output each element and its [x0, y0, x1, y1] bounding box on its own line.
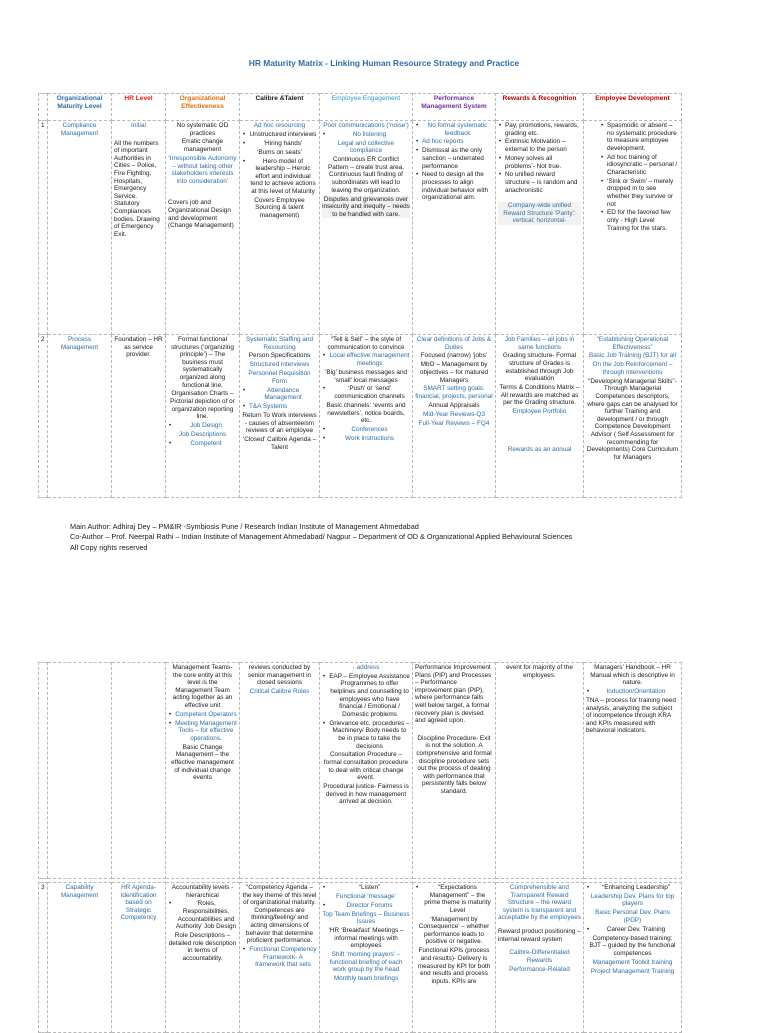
list-item: Role Descriptions – detailed role description in terms of accountability.	[168, 932, 237, 962]
list-item: • ‘Hiring hands’	[242, 140, 317, 148]
list-item: Grading structure- Formal structure of Grades is established through Job evaluation	[502, 352, 577, 383]
row-number: 3	[39, 883, 48, 1033]
list-item: MbO – Management by objectives – for matured Managers	[419, 361, 489, 384]
list-item: • Pay, promotions, rewards, grading etc.	[498, 122, 581, 137]
col-header-hr-level: HR Level	[112, 94, 166, 121]
list-item: • Extrinsic Motivation – external to the person	[498, 138, 581, 153]
list-item: • Director Forums	[322, 902, 410, 910]
col-header-number	[39, 94, 48, 121]
list-item: Return To Work interviews - causes of absenteeism reviews of an employee	[242, 412, 317, 435]
list-item: Focused (narrow) ‘jobs’	[420, 352, 488, 360]
list-item: Disputes and grievances over insecurity and inequity – needs to be handled with care.	[322, 195, 410, 218]
list-item: • ‘Roles, Responsibilities, Accountabilities and Authority’ Job Design	[168, 900, 237, 930]
list-item: • Job Design	[168, 422, 237, 430]
list-item: Performance-Related	[509, 965, 570, 973]
org-effectiveness-cell	[166, 335, 240, 498]
list-item: Shift ‘morning prayers’ – functional briefing of each work group by the head	[329, 951, 403, 974]
row-number: 2	[39, 335, 48, 498]
list-item: Organisation Charts – Pictorial depiction of or organization reporting line.	[170, 390, 235, 421]
list-item: “Developing Managerial Skills”- Through Managerial Competences descriptors, where gaps can be analysed for further Training and development / or through Competence Development Advisor ( Self Assessment for recommending for Developments) Core Curriculum for Managers	[586, 377, 679, 461]
list-item: TNA – process for training need analysis, analyzing the subject of incompetence through KRA and KPIs measured with behavioral indicators.	[586, 696, 676, 735]
list-item: Systematic Staffing and Resourcing	[245, 336, 314, 351]
list-item: Leadership Dev. Plans for top players	[590, 892, 675, 908]
org-effectiveness-cell	[166, 663, 240, 879]
list-item: • ‘Sink or Swim’ – merely dropped in to see whether they survive or not	[600, 178, 679, 208]
list-item: • No unified reward structure – is random and anachronistic	[498, 171, 581, 194]
list-item: On the Job Reinforcement – through interventions	[592, 361, 673, 376]
performance-management-cell	[413, 335, 496, 498]
employee-engagement-cell	[320, 335, 413, 498]
list-item: • ‘Push’ or ‘send’ communication channels	[322, 385, 410, 400]
employee-development-cell	[584, 663, 682, 879]
list-item: Accountability levels - hierarchical	[171, 884, 234, 899]
list-item: Personnel Requisition Form	[248, 370, 311, 385]
list-item: Management Teams- the core entity at this level is the Management Team acting together as an effective unit	[172, 664, 233, 709]
list-item: ‘Bums on seats’	[256, 148, 303, 156]
col-header-rewards: Rewards & Recognition	[496, 94, 584, 121]
performance-management-cell	[413, 121, 496, 335]
hr-level-description: All the numbers of important Authorities in Cities – Police, Fire Fighting, Hospitals, Emergency Service. Statutory Compliances bodies. Drawing of Emergency Exit.	[114, 139, 160, 238]
rewards-cell	[496, 883, 584, 1033]
col-header-employee-engagement: Employee Engagement	[320, 94, 413, 121]
capability-table	[38, 882, 682, 1033]
list-item: Discipline Procedure- Exit is not the solution. A comprehensive and formal discipline procedure sets out the process of dealing with performance that persistently falls below standard.	[416, 734, 492, 795]
rewards-cell	[496, 663, 584, 879]
list-item: • “Expectations Management” – the prime theme is maturity Level	[415, 884, 493, 914]
rewards-cell	[496, 335, 584, 498]
employee-engagement-cell	[320, 121, 413, 335]
list-item: Job Descriptions	[178, 431, 227, 439]
list-item: Terms & Conditions Matrix – All rewards are matched as per the Grading structure.	[499, 384, 580, 407]
rewards-cell	[496, 121, 584, 335]
list-item: Calibre-Differentiated Rewards	[509, 949, 570, 964]
list-item: Basic Change Management – the effective management of individual change events	[171, 743, 234, 782]
employee-engagement-cell	[320, 663, 413, 879]
employee-development-cell	[584, 883, 682, 1033]
list-item: “Tell & Sell” – the style of communication to convince	[327, 336, 405, 351]
list-item: • No formal systematic feedback	[415, 122, 493, 137]
list-item: Covers job and Organizational Design and development (Change Management)	[168, 199, 234, 230]
list-item: ‘Management by Consequence’ – whether performance leads to positive or negative.	[418, 915, 490, 946]
maturity-level-cell: Compliance Management	[48, 121, 112, 335]
list-item: Management Toolkit training	[592, 958, 673, 966]
list-item: ‘Irresponsible Autonomy – without taking other stakeholders interests into consideration’	[168, 154, 237, 185]
hr-level-name: Initial	[131, 122, 146, 129]
list-item: • Need to design all the processes to align individual behavior with organizational aim.	[415, 171, 493, 201]
employee-development-cell	[584, 121, 682, 335]
list-item: Legal and collective compliance	[337, 139, 395, 155]
list-item: Covers Employee Sourcing & talent management)	[254, 196, 305, 220]
list-item: • Hero model of leadership – Heroic effort and individual tend to achieve actions at this level of Maturity	[242, 158, 317, 196]
maturity-level-cell: Capability Management	[48, 883, 112, 1033]
list-item: • ED for the favored few only - High Level Training for the stars.	[600, 209, 679, 232]
list-item: SMART setting goals: financial, projects, personal	[415, 385, 493, 401]
table-row-capability	[39, 883, 682, 1033]
list-item: “Competency Agenda – the key theme of this level of organizational maturity. Competences are thinking/feeling/ and acting dimensions of behavior that determine proficient performance.	[242, 884, 317, 945]
list-item: Performance Improvement Plans (PIP) and Processes – Performance improvement plan (PIP), where performance falls well below target, a formal recovery plan is devised and agreed upon.	[415, 664, 492, 725]
main-author-line: Main Author: Adhiraj Dey – PM&IR -Symbiosis Pune / Research Indian Institute of Management Ahmedabad	[70, 522, 419, 531]
list-item: ‘Closed’ Calibre Agenda – Talent	[242, 436, 317, 451]
list-item: • “Listen”	[322, 884, 410, 892]
continuation-table	[38, 662, 682, 879]
list-item: Erratic change management	[181, 138, 224, 154]
list-item: Mid-Year Reviews-Q3	[423, 410, 485, 418]
list-item: Full-Year Reviews – FQ4	[418, 419, 490, 427]
list-item: Person Specifications	[248, 352, 311, 360]
org-effectiveness-cell	[166, 883, 240, 1033]
list-item: • Ad hoc training of idiosyncratic – personal / Characteristic	[600, 154, 679, 177]
list-item: No systematic OD practices	[176, 122, 229, 137]
list-item: • Meeting Management Tools – for effective operations.	[168, 720, 237, 743]
list-item: Reward product positioning – internal reward system	[498, 927, 581, 943]
list-item: event for majority of the employees.	[506, 664, 573, 679]
col-header-org-effectiveness: Organizational Effectiveness	[166, 94, 240, 121]
col-header-maturity-level: Organizational Maturity Level	[48, 94, 112, 121]
list-item: Managers’ Handbook – HR Manual which is descriptive in nature.	[590, 664, 675, 687]
list-item: Functional ‘message’	[335, 892, 397, 900]
document-title: HR Maturity Matrix - Linking Human Resource Strategy and Practice	[248, 58, 520, 68]
table-row-process	[39, 335, 682, 498]
list-item: ‘HR ‘Breakfast’ Meetings – informal meetings with employees	[328, 927, 404, 950]
header-row	[39, 94, 682, 121]
list-item: Structured interviews	[249, 361, 310, 369]
employee-engagement-cell	[320, 883, 413, 1033]
list-item: ‘Big’ business messages and ‘small’ local messages	[324, 368, 408, 384]
row-number-empty	[39, 663, 48, 879]
list-item: Formal functional structures (‘organizing principle’) – The business must systematically organized along functional line.	[171, 336, 234, 389]
list-item: • EAP – Employee Assistance Programmes to offer helplines and counselling to employees who have financial / Emotional / Domestic problems	[322, 673, 410, 719]
maturity-level-cell-empty	[48, 663, 112, 879]
performance-management-cell	[413, 663, 496, 879]
list-item: Clear definitions of Jobs & Duties	[416, 336, 492, 351]
list-item: • Induction/Orientation	[586, 688, 679, 696]
hr-level-cell: HR Agenda- Identification based on Strategic Competency	[112, 883, 166, 1033]
employee-development-cell	[584, 335, 682, 498]
calibre-talent-cell	[240, 883, 320, 1033]
hr-level-cell	[112, 121, 166, 335]
list-item: Annual Appraisals	[428, 401, 480, 409]
list-item: • Work instructions	[322, 435, 410, 443]
list-item: Functional KPIs (process and results)- Delivery is measured by KPI for both end results and process inputs. KPIs are	[417, 947, 491, 985]
list-item: Basic channels: ‘events and newsletters’, notice boards, etc.	[326, 401, 406, 425]
table-row-process-continued	[39, 663, 682, 879]
list-item: Comprehensible and Transparent Reward Structure – the reward system is transparent and acceptable by the employees	[498, 884, 581, 922]
list-item: Rewards as an annual	[507, 445, 572, 453]
list-item: Basic Personal Dev. Plans (PDP)	[595, 909, 670, 924]
list-item: - address	[352, 664, 380, 671]
list-item: Poor communications (‘noise’)	[323, 122, 409, 129]
list-item: • Competent Operators	[168, 711, 237, 719]
list-item: Basic Job Training (BJT) for all	[588, 352, 676, 360]
list-item: • Grievance etc. procedures – Machinery/ Body needs to be in place to take the decisions	[322, 720, 410, 750]
list-item: Job Families – all jobs in same functions	[504, 336, 575, 351]
copyright-line: All Copy rights reserved	[70, 542, 148, 552]
list-item: “Establishing Operational Effectiveness”	[596, 336, 669, 351]
list-item: • T&A Systems	[242, 403, 317, 411]
maturity-matrix-table	[38, 93, 682, 498]
list-item: • Functional Competency Framework- A framework that sets	[242, 946, 317, 969]
table-row-compliance	[39, 121, 682, 335]
co-author-line: Co-Author – Prof. Neerpal Rathi – Indian Institute of Management Ahmedabad/ Nagpur – Department of OD & Organizational Applied Behavioural Sciences	[70, 532, 573, 542]
list-item: Monthly team briefings	[333, 975, 399, 983]
list-item: • Ad hoc reports	[415, 138, 493, 146]
list-item: Employee Portfolio	[512, 408, 567, 416]
calibre-talent-cell	[240, 663, 320, 879]
author-credits	[70, 522, 572, 553]
list-item: • “Enhancing Leadership”	[586, 884, 679, 892]
list-item: • Competent	[168, 440, 237, 448]
calibre-talent-cell	[240, 335, 320, 498]
list-item: Company-wide unified Reward Structure ‘Parity’: vertical; horizontal-	[498, 202, 581, 225]
list-item: • Spasmodic or absent – no systematic procedure to measure employee development.	[600, 122, 679, 152]
maturity-level-cell: Process Management	[48, 335, 112, 498]
hr-level-cell: Foundation – HR as service provider.	[112, 335, 166, 498]
list-item: Project Management Training	[590, 967, 675, 975]
list-item: Critical Calibre Roles	[249, 688, 310, 696]
list-item: • Local effective management meetings	[322, 352, 410, 367]
list-item: • No listening	[322, 131, 410, 139]
col-header-calibre-talent: Calibre &Talent	[240, 94, 320, 121]
list-item: • Attendance Management	[242, 387, 317, 402]
list-item: • Money solves all problems’- Not true.	[498, 155, 581, 170]
list-item: • Dismissal as the only sanction – underrated performance	[415, 147, 493, 170]
calibre-talent-cell	[240, 121, 320, 335]
list-item: • Unstructured interviews	[242, 131, 317, 139]
list-item: Consultation Procedure – formal consultation procedure to deal with critical change event.	[323, 751, 409, 782]
hr-level-cell-empty	[112, 663, 166, 879]
col-header-employee-development: Employee Development	[584, 94, 682, 121]
list-item: reviews conducted by senior management in closed sessions	[247, 664, 312, 687]
col-header-performance-management: Performance Management System	[413, 94, 496, 121]
list-item: Ad hoc resourcing	[253, 122, 306, 129]
list-item: Continuous ER Conflict Pattern – create trust area. Continuous fault finding of subordinates will lead to leaving the organization.	[327, 156, 405, 194]
list-item: • Career Dev. Training	[586, 926, 679, 934]
row-number: 1	[39, 121, 48, 335]
list-item: Procedural justice- Fairness is derived in how management arrived at decision.	[323, 783, 409, 806]
list-item: • Conferences	[322, 426, 410, 434]
list-item: Top Team Briefings – Business Issues	[322, 910, 410, 926]
org-effectiveness-cell	[166, 121, 240, 335]
list-item: Competency-based training: BJT – guided by the functional competences	[589, 934, 676, 957]
performance-management-cell	[413, 883, 496, 1033]
